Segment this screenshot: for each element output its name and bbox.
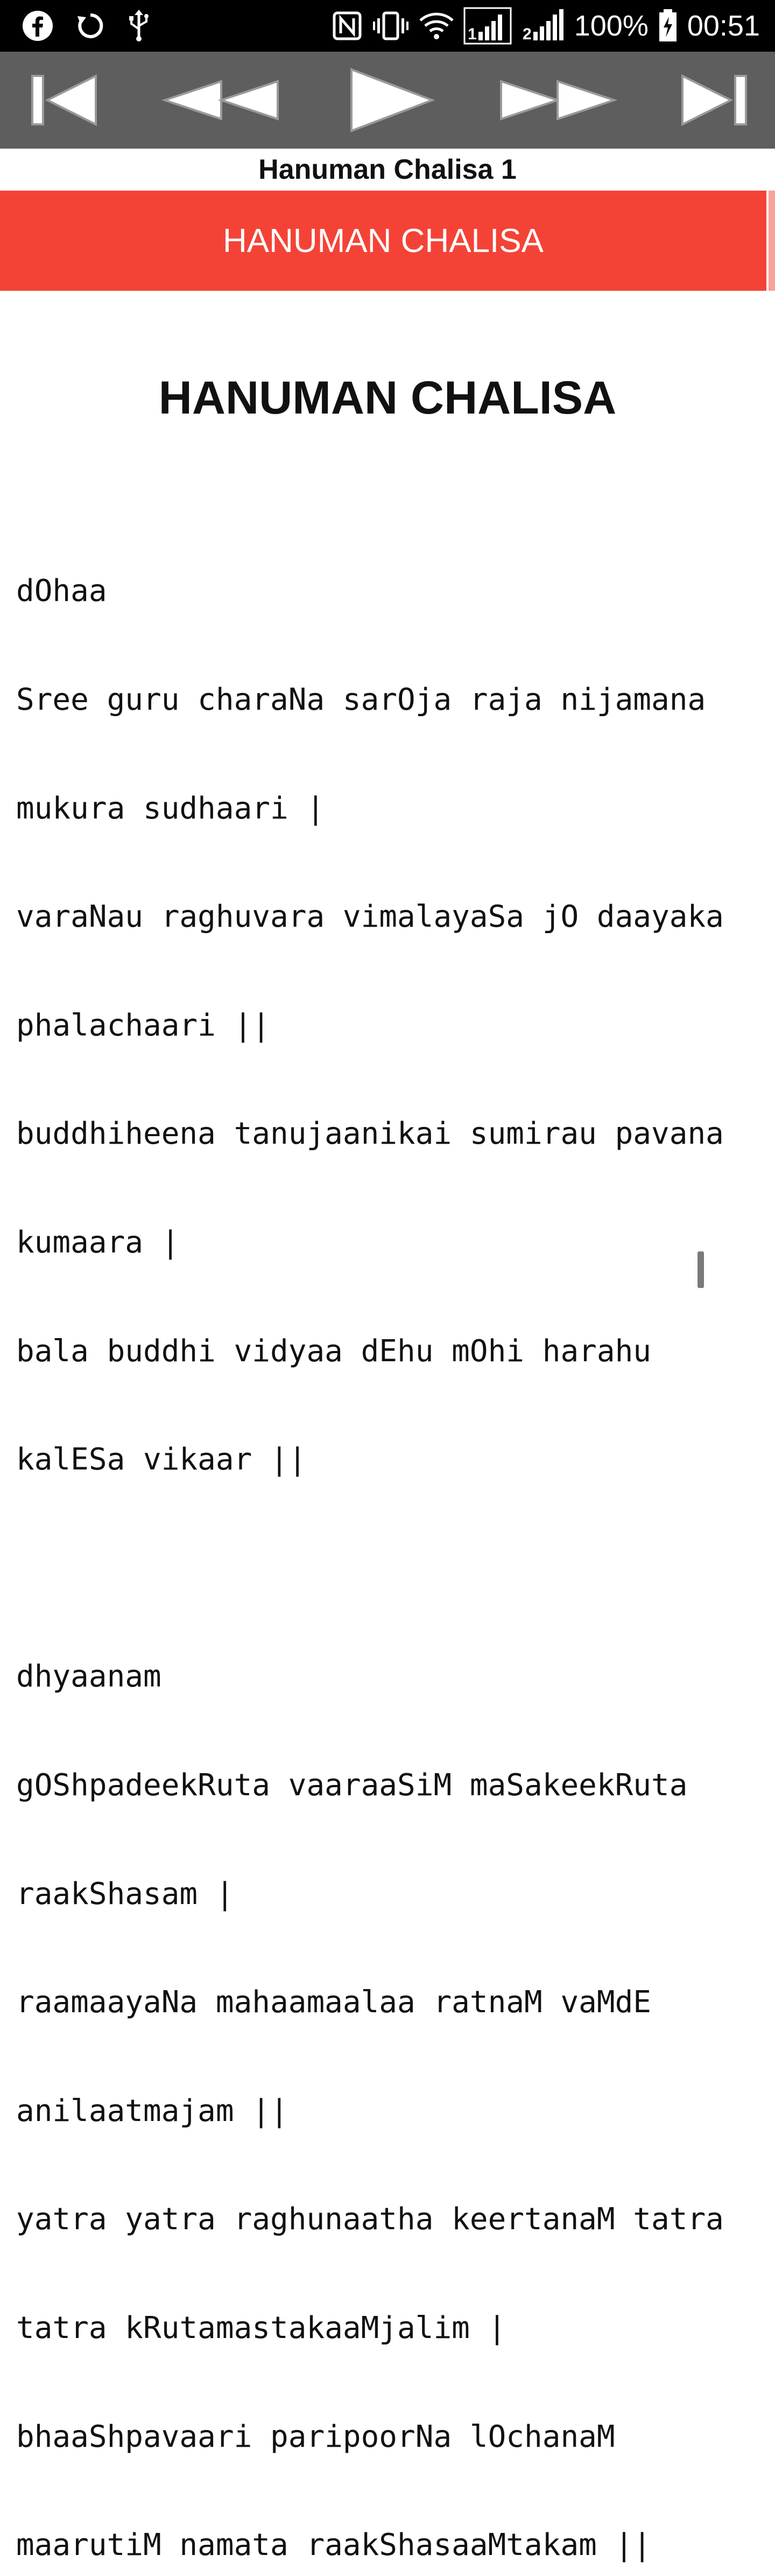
lyric-line xyxy=(16,1550,770,1586)
header-edge xyxy=(769,191,775,291)
usb-icon xyxy=(127,10,151,42)
clock: 00:51 xyxy=(687,10,760,42)
lyric-line: raamaayaNa mahaamaalaa ratnaM vaMdE xyxy=(16,1985,652,2020)
section-header[interactable]: HANUMAN CHALISA xyxy=(0,191,766,291)
fast-forward-button[interactable] xyxy=(496,71,619,130)
svg-text:1: 1 xyxy=(467,25,477,43)
play-button[interactable] xyxy=(341,65,438,135)
lyric-line: bala buddhi vidyaa dEhu mOhi harahu xyxy=(16,1333,652,1369)
media-controls xyxy=(0,52,775,149)
skip-next-icon xyxy=(677,71,752,130)
battery-icon xyxy=(658,9,678,43)
skip-previous-icon xyxy=(26,71,101,130)
signal-1-icon xyxy=(463,7,512,45)
lyrics-text xyxy=(16,501,770,2576)
signal-2-icon xyxy=(522,7,565,45)
lyric-line: gOShpadeekRuta vaaraaSiM maSakeekRuta xyxy=(16,1767,688,1803)
vibrate-icon xyxy=(372,11,410,41)
lyric-line: phalachaari || xyxy=(16,1007,271,1043)
battery-percent: 100% xyxy=(574,10,649,42)
nfc-icon xyxy=(332,11,362,41)
wifi-icon xyxy=(419,12,454,40)
lyric-line: raakShasam | xyxy=(16,1876,234,1912)
facebook-icon xyxy=(22,10,54,42)
scrollbar[interactable] xyxy=(698,1251,704,1288)
lyric-line: dhyaanam xyxy=(16,1659,161,1695)
sync-icon xyxy=(75,11,105,41)
skip-next-button[interactable] xyxy=(677,71,752,130)
content-title: HANUMAN CHALISA xyxy=(158,372,617,424)
svg-text:2: 2 xyxy=(522,25,532,43)
lyric-line: Sree guru charaNa sarOja raja nijamana xyxy=(16,682,706,717)
lyric-line: varaNau raghuvara vimalayaSa jO daayaka xyxy=(16,899,724,935)
track-title: Hanuman Chalisa 1 xyxy=(258,154,517,185)
lyric-line: kalESa vikaar || xyxy=(16,1442,307,1478)
lyric-line: anilaatmajam || xyxy=(16,2093,288,2129)
lyric-line: dOhaa xyxy=(16,573,107,609)
lyric-line: kumaara | xyxy=(16,1224,180,1260)
lyric-line: mukura sudhaari | xyxy=(16,790,325,826)
status-bar xyxy=(0,0,775,52)
skip-previous-button[interactable] xyxy=(26,71,101,130)
lyric-line: maarutiM namata raakShasaaMtakam || xyxy=(16,2528,652,2563)
lyric-line: yatra yatra raghunaatha keertanaM tatra xyxy=(16,2202,724,2237)
lyric-line: buddhiheena tanujaanikai sumirau pavana xyxy=(16,1116,724,1152)
play-icon xyxy=(341,65,438,135)
rewind-button[interactable] xyxy=(159,71,283,130)
fast-forward-icon xyxy=(496,71,619,130)
lyric-line: tatra kRutamastakaaMjalim | xyxy=(16,2310,506,2346)
lyric-line: bhaaShpavaari paripoorNa lOchanaM xyxy=(16,2419,615,2454)
rewind-icon xyxy=(159,71,283,130)
